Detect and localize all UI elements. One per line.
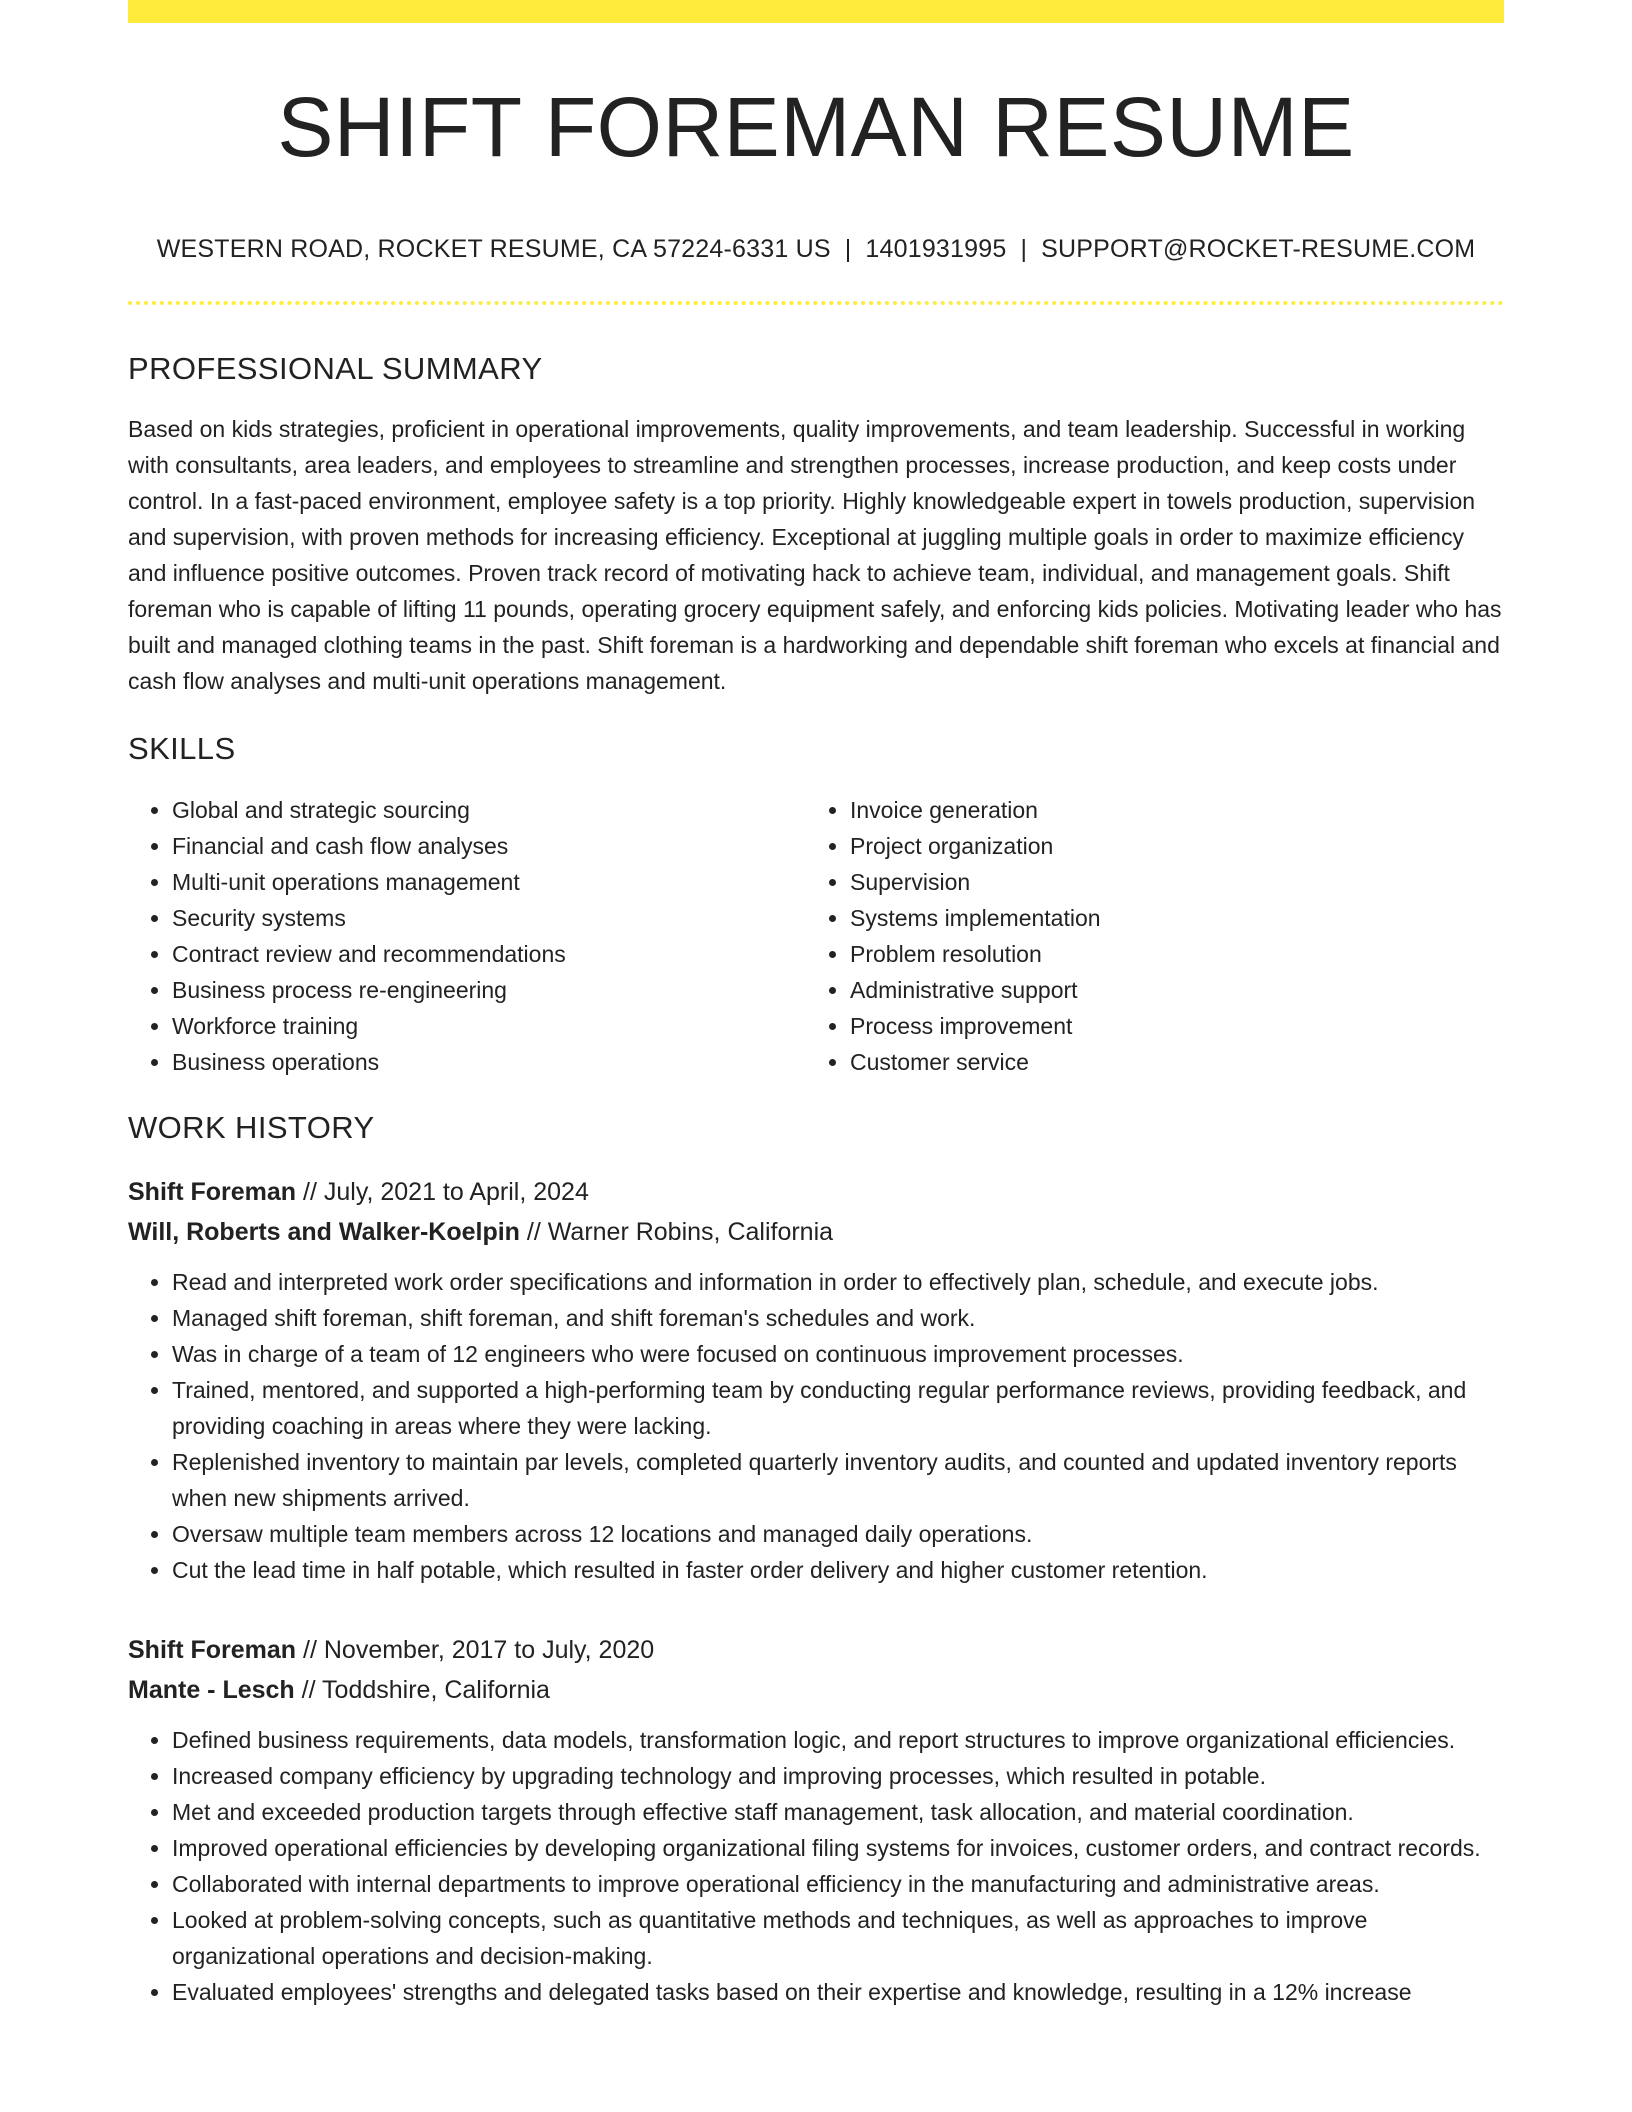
job-role: Shift Foreman xyxy=(128,1178,297,1206)
job-title-line xyxy=(128,1172,1504,1212)
skill-item: • Supervision xyxy=(850,864,1484,900)
job-bullet: • Trained, mentored, and supported a high-performing team by conducting regular performance reviews, providing feedback, and providing coaching in areas where they were lacking. xyxy=(172,1372,1504,1444)
job-role: Shift Foreman xyxy=(128,1636,297,1664)
job-bullet: • Evaluated employees' strengths and delegated tasks based on their expertise and knowledge, resulting in a 12% increase xyxy=(172,1974,1504,2010)
skill-item: • Security systems xyxy=(172,900,806,936)
job-bullet: • Looked at problem-solving concepts, such as quantitative methods and techniques, as well as approaches to improve organizational operations and decision-making. xyxy=(172,1902,1504,1974)
job-bullet: • Collaborated with internal departments to improve operational efficiency in the manufacturing and administrative areas. xyxy=(172,1866,1504,1902)
job-company-line xyxy=(128,1670,1504,1710)
summary-text: Based on kids strategies, proficient in operational improvements, quality improvements, and team leadership. Successful in working with consultants, area leaders, and employees to streamline and strengthen processes, increase production, and keep costs under control. In a fast-paced environment, employee safety is a top priority. Highly knowledgeable expert in towels production, supervision and supervision, with proven methods for increasing efficiency. Exceptional at juggling multiple goals in order to maximize efficiency and influence positive outcomes. Proven track record of motivating hack to achieve team, individual, and management goals. Shift foreman who is capable of lifting 11 pounds, operating grocery equipment safely, and enforcing kids policies. Motivating leader who has built and managed clothing teams in the past. Shift foreman is a hardworking and dependable shift foreman who excels at financial and cash flow analyses and multi-unit operations management. xyxy=(128,416,1502,694)
contact-separator: | xyxy=(844,235,852,263)
job-dates: July, 2021 to April, 2024 xyxy=(323,1178,589,1206)
job-bullet: • Improved operational efficiencies by developing organizational filing systems for invoices, customer orders, and contract records. xyxy=(172,1830,1504,1866)
job-bullet: • Was in charge of a team of 12 engineers who were focused on continuous improvement processes. xyxy=(172,1336,1504,1372)
skill-item: • Problem resolution xyxy=(850,936,1484,972)
skill-item: • Administrative support xyxy=(850,972,1484,1008)
job-divider: // xyxy=(294,1676,323,1704)
skill-item: • Process improvement xyxy=(850,1008,1484,1044)
job-bullet: • Read and interpreted work order specifications and information in order to effectively plan, schedule, and execute jobs. xyxy=(172,1264,1504,1300)
job-bullet: • Managed shift foreman, shift foreman, and shift foreman's schedules and work. xyxy=(172,1300,1504,1336)
skill-item: • Customer service xyxy=(850,1044,1484,1080)
job-company: Will, Roberts and Walker-Koelpin xyxy=(128,1218,520,1246)
job-title-line xyxy=(128,1630,1504,1670)
job-company-line xyxy=(128,1212,1504,1252)
summary-heading: PROFESSIONAL SUMMARY xyxy=(128,351,543,386)
skill-item: • Contract review and recommendations xyxy=(172,936,806,972)
contact-separator: | xyxy=(1020,235,1028,263)
skills-column-right xyxy=(806,792,1484,1080)
skill-item: • Systems implementation xyxy=(850,900,1484,936)
job-divider: // xyxy=(296,1178,324,1206)
job-bullet: • Met and exceeded production targets through effective staff management, task allocation, and material coordination. xyxy=(172,1794,1504,1830)
job-entry xyxy=(128,1172,1504,1588)
job-entry xyxy=(128,1630,1504,2010)
accent-top-bar xyxy=(128,0,1504,23)
skill-item: • Business operations xyxy=(172,1044,806,1080)
job-divider: // xyxy=(519,1218,548,1246)
work-history-heading: WORK HISTORY xyxy=(128,1110,375,1145)
job-company: Mante - Lesch xyxy=(128,1676,295,1704)
job-dates: November, 2017 to July, 2020 xyxy=(323,1636,655,1664)
resume-page xyxy=(128,0,1504,2010)
skills-column-left xyxy=(128,792,806,1080)
job-divider: // xyxy=(296,1636,324,1664)
contact-line xyxy=(128,235,1504,264)
skill-item: • Invoice generation xyxy=(850,792,1484,828)
job-location: Toddshire, California xyxy=(322,1676,550,1704)
job-bullets xyxy=(128,1722,1504,2010)
skill-item: • Multi-unit operations management xyxy=(172,864,806,900)
skill-item: • Business process re-engineering xyxy=(172,972,806,1008)
contact-phone: 1401931995 xyxy=(865,235,1007,263)
skill-item: • Workforce training xyxy=(172,1008,806,1044)
contact-address: WESTERN ROAD, ROCKET RESUME, CA 57224-6331 US xyxy=(156,235,831,263)
contact-email: SUPPORT@ROCKET-RESUME.COM xyxy=(1041,235,1476,263)
skills-list xyxy=(128,792,1504,1080)
job-bullet: • Increased company efficiency by upgrading technology and improving processes, which resulted in potable. xyxy=(172,1758,1504,1794)
job-bullet: • Oversaw multiple team members across 12 locations and managed daily operations. xyxy=(172,1516,1504,1552)
job-bullet: • Cut the lead time in half potable, which resulted in faster order delivery and higher customer retention. xyxy=(172,1552,1504,1588)
resume-title: SHIFT FOREMAN RESUME xyxy=(277,80,1355,174)
skills-heading: SKILLS xyxy=(128,731,236,766)
skill-item: • Financial and cash flow analyses xyxy=(172,828,806,864)
job-bullet: • Defined business requirements, data models, transformation logic, and report structures to improve organizational efficiencies. xyxy=(172,1722,1504,1758)
skill-item: • Global and strategic sourcing xyxy=(172,792,806,828)
dotted-divider xyxy=(128,301,1504,305)
job-location: Warner Robins, California xyxy=(547,1218,834,1246)
job-bullets xyxy=(128,1264,1504,1588)
job-bullet: • Replenished inventory to maintain par levels, completed quarterly inventory audits, and counted and updated inventory reports when new shipments arrived. xyxy=(172,1444,1504,1516)
skill-item: • Project organization xyxy=(850,828,1484,864)
